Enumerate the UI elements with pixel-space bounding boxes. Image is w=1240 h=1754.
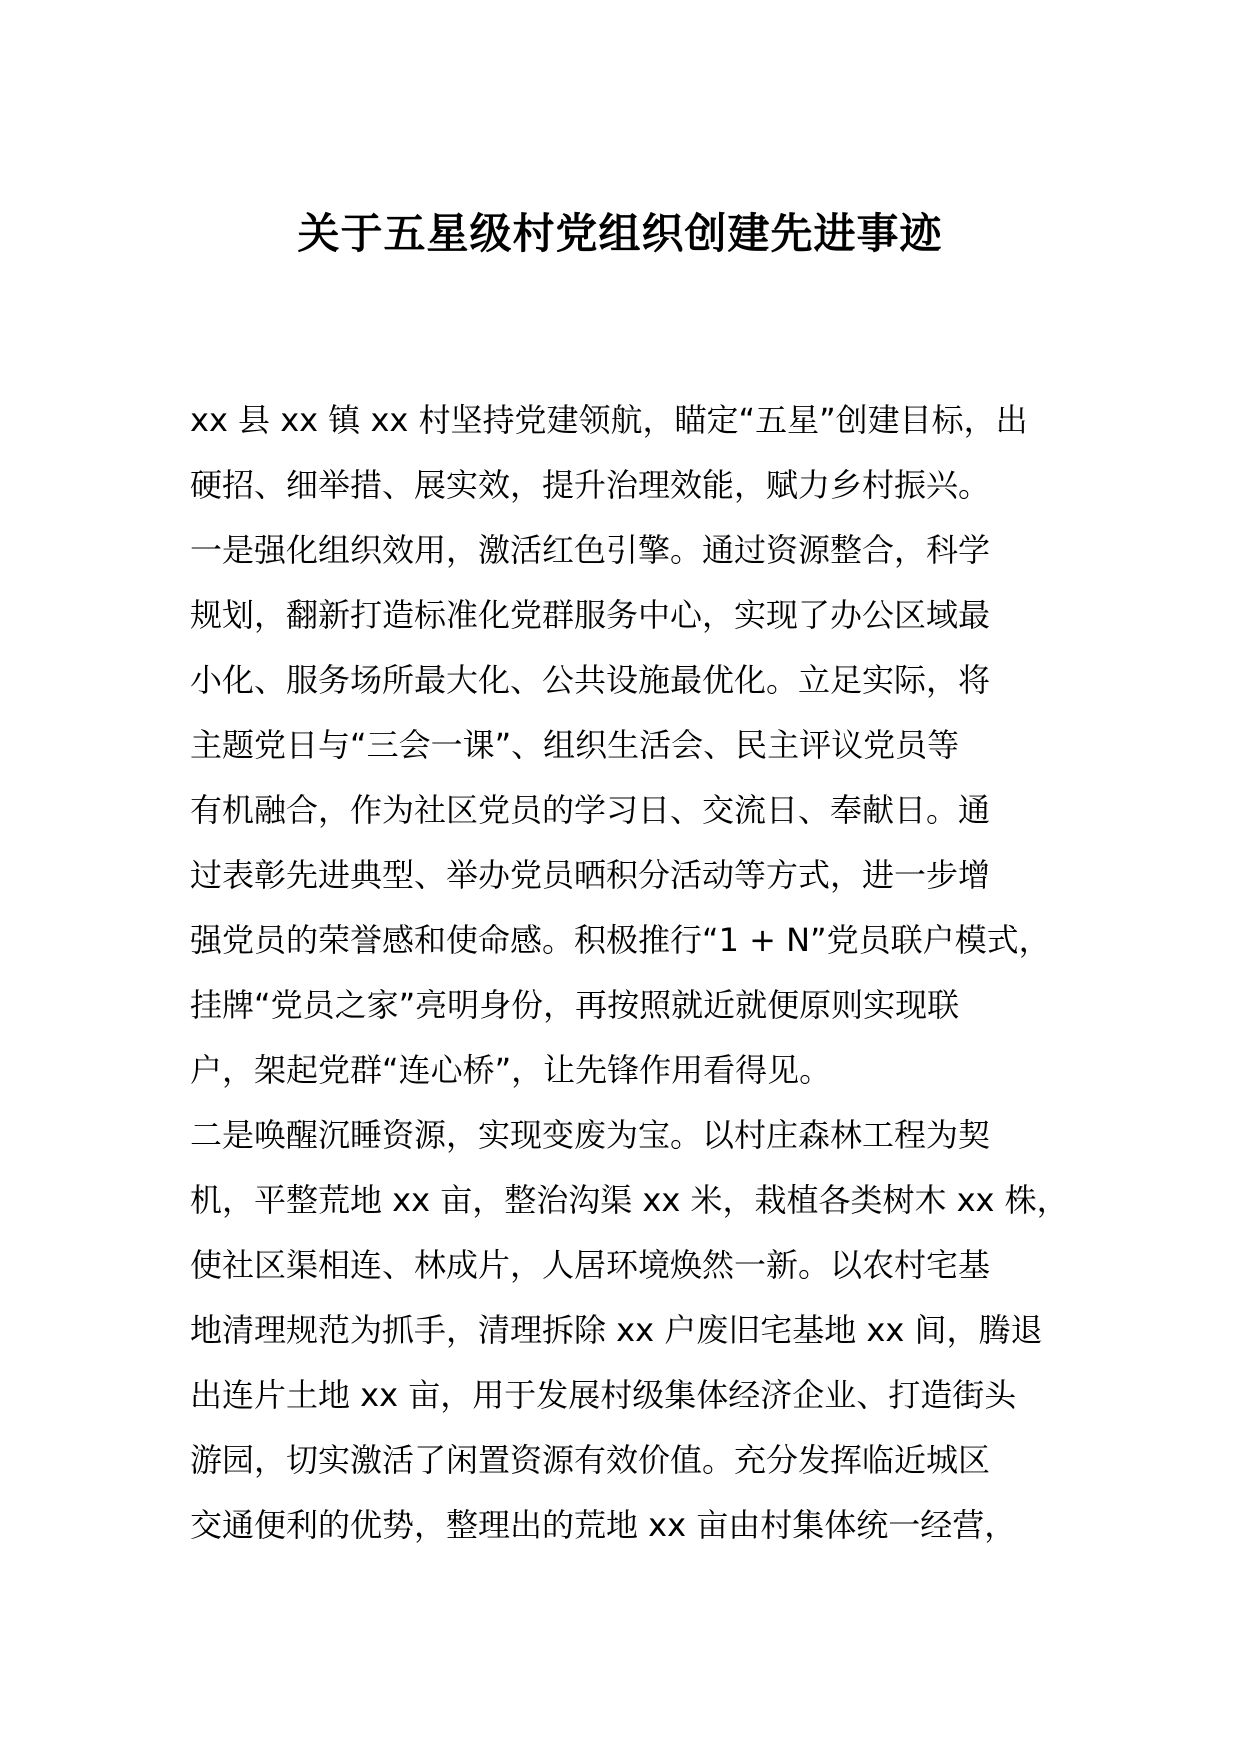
text-line: 户，架起党群“连心桥”，让先锋作用看得见。 [190, 1051, 832, 1089]
text-line: 一是强化组织效用，激活红色引擎。通过资源整合，科学 [190, 531, 991, 569]
text-line: 地清理规范为抓手，清理拆除 xx 户废旧宅基地 xx 间，腾退 [190, 1311, 1043, 1349]
text-line: 机，平整荒地 xx 亩，整治沟渠 xx 米，栽植各类树木 xx 株， [190, 1181, 1069, 1219]
text-line: 小化、服务场所最大化、公共设施最优化。立足实际，将 [190, 661, 991, 699]
text-line: 主题党日与“三会一课”、组织生活会、民主评议党员等 [190, 726, 960, 764]
text-line: 强党员的荣誉感和使命感。积极推行“1 + N”党员联户模式， [190, 921, 1051, 959]
text-line: 过表彰先进典型、举办党员晒积分活动等方式，进一步增 [190, 856, 991, 894]
text-line: 规划，翻新打造标准化党群服务中心，实现了办公区域最 [190, 596, 991, 634]
document-body [190, 388, 1090, 1558]
text-line: 使社区渠相连、林成片，人居环境焕然一新。以农村宅基 [190, 1246, 991, 1284]
text-line: 二是唤醒沉睡资源，实现变废为宝。以村庄森林工程为契 [190, 1116, 991, 1154]
text-line: 交通便利的优势，整理出的荒地 xx 亩由村集体统一经营， [190, 1506, 1017, 1544]
text-line: 挂牌“党员之家”亮明身份，再按照就近就便原则实现联 [190, 986, 960, 1024]
text-line: 硬招、细举措、展实效，提升治理效能，赋力乡村振兴。 [190, 466, 991, 504]
text-line: xx 县 xx 镇 xx 村坚持党建领航，瞄定“五星”创建目标，出 [190, 401, 1028, 439]
text-line: 游园，切实激活了闲置资源有效价值。充分发挥临近城区 [190, 1441, 991, 1479]
document-title: 关于五星级村党组织创建先进事迹 [297, 209, 943, 258]
text-line: 有机融合，作为社区党员的学习日、交流日、奉献日。通 [190, 791, 991, 829]
text-line: 出连片土地 xx 亩，用于发展村级集体经济企业、打造街头 [190, 1376, 1017, 1414]
